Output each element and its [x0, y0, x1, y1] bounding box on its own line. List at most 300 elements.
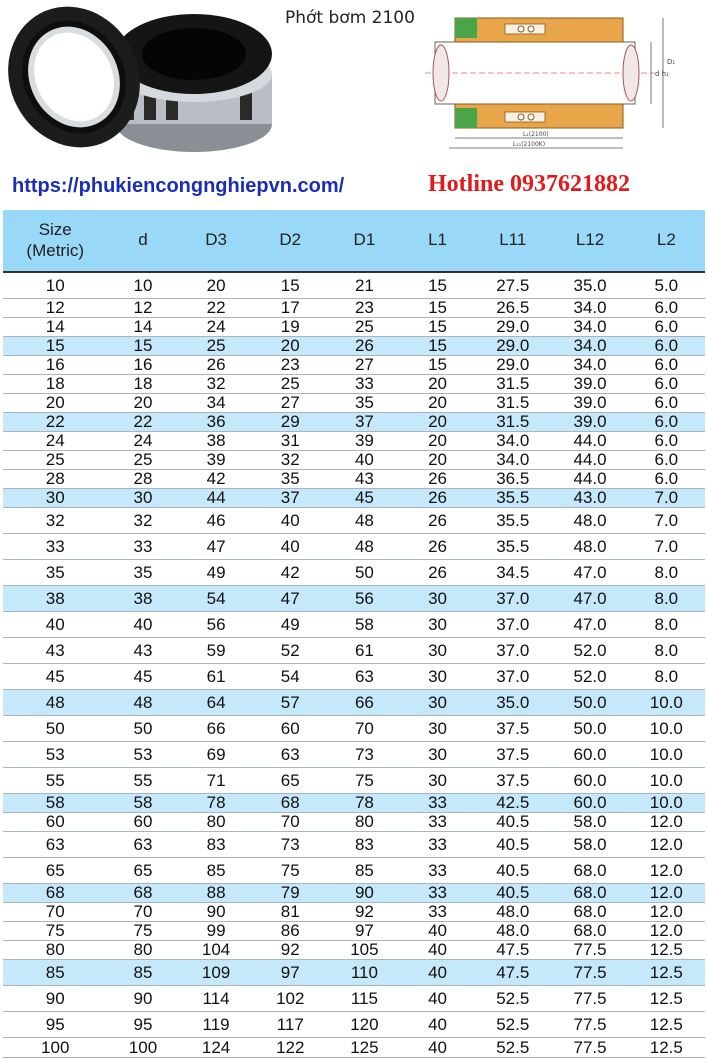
table-cell: 15	[402, 317, 473, 336]
table-row	[3, 921, 705, 940]
column-header: Size (Metric)	[3, 210, 107, 272]
table-cell: 49	[178, 559, 253, 585]
table-row	[3, 741, 705, 767]
table-cell: 15	[3, 336, 107, 355]
table-cell: 88	[178, 883, 253, 902]
table-cell: 26	[178, 355, 253, 374]
table-cell: 15	[402, 298, 473, 317]
table-cell: 47.5	[473, 959, 552, 985]
table-cell: 40	[402, 1011, 473, 1037]
table-cell: 47	[178, 533, 253, 559]
table-cell: 97	[254, 959, 327, 985]
table-cell: 32	[3, 507, 107, 533]
column-header: L12	[552, 210, 627, 272]
table-cell: 12.0	[628, 831, 705, 857]
table-cell: 33	[402, 831, 473, 857]
table-cell: 36.5	[473, 469, 552, 488]
table-cell: 81	[254, 902, 327, 921]
table-cell: 32	[178, 374, 253, 393]
table-cell: 35	[254, 469, 327, 488]
table-cell: 56	[327, 585, 402, 611]
table-cell: 10.0	[628, 741, 705, 767]
table-cell: 24	[107, 431, 178, 450]
table-cell: 99	[178, 921, 253, 940]
table-cell: 79	[254, 883, 327, 902]
table-row	[3, 689, 705, 715]
table-row	[3, 1037, 705, 1057]
table-cell: 35.0	[473, 689, 552, 715]
table-row	[3, 450, 705, 469]
table-cell: 100	[107, 1037, 178, 1057]
table-cell: 77.5	[552, 959, 627, 985]
table-cell: 25	[254, 374, 327, 393]
table-cell: 80	[3, 940, 107, 959]
table-cell: 26	[402, 469, 473, 488]
table-cell: 33	[107, 533, 178, 559]
table-cell: 15	[254, 272, 327, 298]
table-cell: 65	[107, 857, 178, 883]
table-cell: 119	[178, 1011, 253, 1037]
table-cell: 68.0	[552, 883, 627, 902]
diagram-l11-label: L₁₁(2100K)	[513, 141, 546, 148]
table-cell: 37.5	[473, 767, 552, 793]
table-cell: 12.5	[628, 940, 705, 959]
table-cell: 6.0	[628, 355, 705, 374]
table-cell: 55	[3, 767, 107, 793]
table-cell: 40	[402, 959, 473, 985]
column-header: d	[107, 210, 178, 272]
table-cell: 8.0	[628, 559, 705, 585]
table-cell: 19	[254, 317, 327, 336]
table-cell: 115	[327, 985, 402, 1011]
table-cell: 37.0	[473, 663, 552, 689]
table-cell: 52.5	[473, 1037, 552, 1057]
table-row	[3, 902, 705, 921]
header	[0, 0, 707, 210]
table-cell: 70	[254, 812, 327, 831]
table-cell: 25	[327, 317, 402, 336]
table-cell: 5.0	[628, 272, 705, 298]
table-cell: 47.0	[552, 611, 627, 637]
table-cell: 30	[402, 689, 473, 715]
table-row	[3, 559, 705, 585]
table-row	[3, 812, 705, 831]
table-cell: 20	[402, 431, 473, 450]
table-row	[3, 533, 705, 559]
table-cell: 78	[178, 793, 253, 812]
table-cell: 70	[107, 902, 178, 921]
table-row	[3, 488, 705, 507]
table-row	[3, 663, 705, 689]
table-cell: 77.5	[552, 1037, 627, 1057]
diagram-d1-label: D₁	[667, 58, 676, 66]
table-cell: 50	[327, 559, 402, 585]
table-cell: 80	[327, 812, 402, 831]
table-cell: 34	[178, 393, 253, 412]
table-cell: 124	[178, 1037, 253, 1057]
table-cell: 125	[327, 1037, 402, 1057]
table-cell: 40	[254, 507, 327, 533]
table-cell: 42	[254, 559, 327, 585]
table-cell: 71	[178, 767, 253, 793]
table-cell: 52.5	[473, 1011, 552, 1037]
table-cell: 33	[402, 812, 473, 831]
table-cell: 10	[107, 272, 178, 298]
table-cell: 43	[327, 469, 402, 488]
table-cell: 68	[3, 883, 107, 902]
table-cell: 12.0	[628, 883, 705, 902]
table-cell: 6.0	[628, 298, 705, 317]
table-cell: 52.0	[552, 637, 627, 663]
table-cell: 10.0	[628, 689, 705, 715]
table-cell: 33	[402, 857, 473, 883]
table-cell: 43	[3, 637, 107, 663]
table-row	[3, 857, 705, 883]
table-cell: 37	[327, 412, 402, 431]
table-header-row	[3, 210, 705, 272]
table-cell: 15	[402, 355, 473, 374]
table-cell: 22	[107, 412, 178, 431]
table-cell: 95	[107, 1011, 178, 1037]
table-cell: 92	[327, 902, 402, 921]
table-row	[3, 336, 705, 355]
table-cell: 56	[178, 611, 253, 637]
table-cell: 6.0	[628, 469, 705, 488]
table-cell: 86	[254, 921, 327, 940]
table-cell: 16	[3, 355, 107, 374]
table-cell: 34.0	[473, 431, 552, 450]
table-cell: 61	[178, 663, 253, 689]
seal-size-table	[3, 210, 705, 1058]
table-cell: 47.5	[473, 940, 552, 959]
table-cell: 35.0	[552, 272, 627, 298]
table-cell: 100	[3, 1037, 107, 1057]
table-cell: 14	[3, 317, 107, 336]
table-cell: 33	[3, 533, 107, 559]
table-cell: 57	[254, 689, 327, 715]
table-cell: 31.5	[473, 374, 552, 393]
table-cell: 55	[107, 767, 178, 793]
table-cell: 20	[402, 393, 473, 412]
table-cell: 31.5	[473, 393, 552, 412]
table-cell: 60.0	[552, 741, 627, 767]
table-row	[3, 985, 705, 1011]
table-cell: 39.0	[552, 412, 627, 431]
table-cell: 30	[402, 767, 473, 793]
table-cell: 26	[402, 507, 473, 533]
table-cell: 37.0	[473, 585, 552, 611]
table-cell: 15	[402, 336, 473, 355]
table-cell: 37	[254, 488, 327, 507]
table-cell: 8.0	[628, 637, 705, 663]
table-cell: 35.5	[473, 488, 552, 507]
table-cell: 20	[402, 412, 473, 431]
table-cell: 39.0	[552, 393, 627, 412]
diagram-d-label: d h₁	[655, 70, 669, 78]
product-title: Phớt bơm 2100	[285, 8, 415, 28]
table-cell: 52.0	[552, 663, 627, 689]
table-row	[3, 469, 705, 488]
table-cell: 6.0	[628, 336, 705, 355]
table-cell: 85	[178, 857, 253, 883]
table-cell: 34.0	[552, 298, 627, 317]
table-cell: 33	[402, 883, 473, 902]
table-cell: 6.0	[628, 317, 705, 336]
table-row	[3, 883, 705, 902]
table-cell: 25	[107, 450, 178, 469]
table-cell: 36	[178, 412, 253, 431]
table-cell: 42	[178, 469, 253, 488]
table-cell: 85	[3, 959, 107, 985]
table-row	[3, 298, 705, 317]
table-cell: 114	[178, 985, 253, 1011]
table-cell: 63	[107, 831, 178, 857]
table-cell: 27	[327, 355, 402, 374]
table-cell: 40	[402, 921, 473, 940]
table-cell: 16	[107, 355, 178, 374]
table-row	[3, 355, 705, 374]
table-cell: 48.0	[473, 902, 552, 921]
table-row	[3, 585, 705, 611]
table-cell: 37.5	[473, 715, 552, 741]
table-cell: 17	[254, 298, 327, 317]
table-cell: 122	[254, 1037, 327, 1057]
table-cell: 7.0	[628, 533, 705, 559]
table-cell: 35	[107, 559, 178, 585]
column-header: D2	[254, 210, 327, 272]
table-cell: 39.0	[552, 374, 627, 393]
seal-cross-section-diagram	[415, 4, 700, 154]
table-row	[3, 715, 705, 741]
table-cell: 12.0	[628, 812, 705, 831]
table-cell: 90	[3, 985, 107, 1011]
table-cell: 12.0	[628, 902, 705, 921]
table-cell: 31.5	[473, 412, 552, 431]
table-cell: 48	[107, 689, 178, 715]
table-cell: 66	[327, 689, 402, 715]
table-cell: 12.5	[628, 959, 705, 985]
table-cell: 73	[327, 741, 402, 767]
table-cell: 30	[402, 741, 473, 767]
table-cell: 48.0	[552, 507, 627, 533]
table-cell: 30	[402, 585, 473, 611]
table-cell: 15	[107, 336, 178, 355]
table-cell: 40	[327, 450, 402, 469]
table-cell: 80	[107, 940, 178, 959]
table-cell: 66	[178, 715, 253, 741]
table-cell: 60.0	[552, 767, 627, 793]
table-cell: 26	[402, 488, 473, 507]
table-cell: 6.0	[628, 374, 705, 393]
table-cell: 15	[402, 272, 473, 298]
table-cell: 40	[402, 1037, 473, 1057]
table-cell: 14	[107, 317, 178, 336]
table-cell: 40.5	[473, 831, 552, 857]
table-cell: 20	[3, 393, 107, 412]
table-cell: 33	[402, 902, 473, 921]
table-cell: 35	[3, 559, 107, 585]
table-cell: 12.0	[628, 921, 705, 940]
table-cell: 50	[3, 715, 107, 741]
table-cell: 37.5	[473, 741, 552, 767]
table-row	[3, 412, 705, 431]
seal-size-table-container	[3, 210, 705, 1057]
table-cell: 70	[327, 715, 402, 741]
table-cell: 34.0	[552, 317, 627, 336]
table-cell: 30	[402, 611, 473, 637]
table-cell: 30	[402, 663, 473, 689]
table-cell: 38	[178, 431, 253, 450]
table-cell: 45	[327, 488, 402, 507]
table-cell: 60	[107, 812, 178, 831]
table-cell: 22	[178, 298, 253, 317]
table-cell: 48.0	[552, 533, 627, 559]
table-cell: 33	[402, 793, 473, 812]
table-cell: 77.5	[552, 985, 627, 1011]
table-cell: 75	[3, 921, 107, 940]
table-cell: 68	[254, 793, 327, 812]
table-cell: 102	[254, 985, 327, 1011]
table-cell: 27	[254, 393, 327, 412]
table-cell: 40	[107, 611, 178, 637]
table-cell: 34.0	[552, 355, 627, 374]
table-cell: 52.5	[473, 985, 552, 1011]
table-cell: 12	[3, 298, 107, 317]
table-cell: 48	[327, 507, 402, 533]
table-cell: 34.0	[552, 336, 627, 355]
column-header: L1	[402, 210, 473, 272]
table-cell: 45	[3, 663, 107, 689]
table-cell: 77.5	[552, 940, 627, 959]
table-cell: 83	[178, 831, 253, 857]
table-row	[3, 374, 705, 393]
table-cell: 78	[327, 793, 402, 812]
table-cell: 54	[254, 663, 327, 689]
table-row	[3, 611, 705, 637]
table-cell: 69	[178, 741, 253, 767]
table-cell: 12.0	[628, 857, 705, 883]
table-cell: 70	[3, 902, 107, 921]
table-cell: 23	[327, 298, 402, 317]
table-cell: 32	[107, 507, 178, 533]
table-cell: 25	[178, 336, 253, 355]
table-cell: 47	[254, 585, 327, 611]
table-cell: 58	[327, 611, 402, 637]
table-cell: 40	[402, 940, 473, 959]
table-cell: 58	[3, 793, 107, 812]
table-cell: 26	[327, 336, 402, 355]
table-cell: 29.0	[473, 355, 552, 374]
table-cell: 60	[3, 812, 107, 831]
table-cell: 20	[402, 450, 473, 469]
table-cell: 68.0	[552, 857, 627, 883]
table-row	[3, 959, 705, 985]
table-cell: 59	[178, 637, 253, 663]
table-cell: 58.0	[552, 831, 627, 857]
table-cell: 48	[3, 689, 107, 715]
table-cell: 44	[178, 488, 253, 507]
table-cell: 26	[402, 559, 473, 585]
table-cell: 85	[107, 959, 178, 985]
table-cell: 28	[3, 469, 107, 488]
table-cell: 33	[327, 374, 402, 393]
table-cell: 29.0	[473, 317, 552, 336]
table-cell: 6.0	[628, 393, 705, 412]
table-cell: 65	[3, 857, 107, 883]
table-cell: 25	[3, 450, 107, 469]
table-cell: 90	[327, 883, 402, 902]
table-cell: 120	[327, 1011, 402, 1037]
table-row	[3, 767, 705, 793]
table-cell: 6.0	[628, 450, 705, 469]
table-cell: 20	[254, 336, 327, 355]
table-cell: 46	[178, 507, 253, 533]
table-cell: 75	[327, 767, 402, 793]
table-row	[3, 940, 705, 959]
table-cell: 47.0	[552, 585, 627, 611]
table-cell: 32	[254, 450, 327, 469]
table-cell: 63	[254, 741, 327, 767]
table-row	[3, 431, 705, 450]
table-cell: 37.0	[473, 611, 552, 637]
table-cell: 10.0	[628, 715, 705, 741]
table-cell: 85	[327, 857, 402, 883]
table-cell: 117	[254, 1011, 327, 1037]
table-cell: 83	[327, 831, 402, 857]
table-cell: 12	[107, 298, 178, 317]
column-header: D1	[327, 210, 402, 272]
table-cell: 95	[3, 1011, 107, 1037]
table-cell: 43.0	[552, 488, 627, 507]
column-header: D3	[178, 210, 253, 272]
table-cell: 40.5	[473, 812, 552, 831]
table-cell: 63	[327, 663, 402, 689]
table-cell: 23	[254, 355, 327, 374]
table-cell: 30	[402, 715, 473, 741]
table-cell: 6.0	[628, 431, 705, 450]
table-cell: 24	[178, 317, 253, 336]
diagram-l1-label: L₁(2100)	[523, 131, 549, 138]
table-cell: 6.0	[628, 412, 705, 431]
table-cell: 31	[254, 431, 327, 450]
table-cell: 53	[3, 741, 107, 767]
table-cell: 60	[254, 715, 327, 741]
table-cell: 63	[3, 831, 107, 857]
table-cell: 8.0	[628, 585, 705, 611]
table-cell: 42.5	[473, 793, 552, 812]
table-cell: 47.0	[552, 559, 627, 585]
table-cell: 27.5	[473, 272, 552, 298]
table-cell: 48.0	[473, 921, 552, 940]
table-cell: 29	[254, 412, 327, 431]
table-cell: 35.5	[473, 507, 552, 533]
table-cell: 77.5	[552, 1011, 627, 1037]
website-link[interactable]: https://phukiencongnghiepvn.com/	[12, 175, 345, 197]
table-cell: 68	[107, 883, 178, 902]
table-row	[3, 831, 705, 857]
column-header: L2	[628, 210, 705, 272]
table-cell: 10.0	[628, 767, 705, 793]
hotline-text: Hotline 0937621882	[428, 171, 630, 197]
table-cell: 18	[3, 374, 107, 393]
mechanical-seal-photo	[4, 2, 282, 166]
table-cell: 64	[178, 689, 253, 715]
table-cell: 38	[3, 585, 107, 611]
table-cell: 34.0	[473, 450, 552, 469]
table-cell: 12.5	[628, 1037, 705, 1057]
table-cell: 26	[402, 533, 473, 559]
table-cell: 58	[107, 793, 178, 812]
